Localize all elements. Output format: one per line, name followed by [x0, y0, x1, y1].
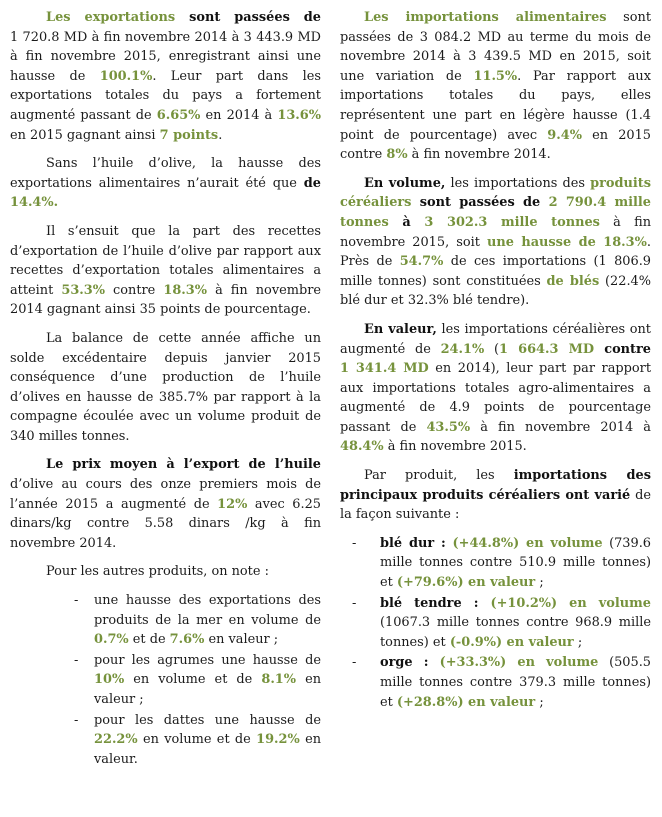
text-run: 48.4%	[340, 439, 384, 455]
text-run: . Près de	[340, 234, 651, 270]
text-run: de la façon suivante :	[340, 487, 651, 523]
text-run: à fin novembre 2014 à	[470, 419, 651, 435]
text-run: 54.7%	[399, 254, 444, 270]
left-column	[10, 8, 321, 770]
two-column-layout	[10, 8, 651, 770]
text-run: contre	[594, 341, 651, 357]
text-run: contre	[105, 282, 164, 298]
text-run: 10%	[94, 672, 125, 688]
text-run: les importations des	[445, 175, 591, 191]
text-run: 100.1%	[99, 68, 153, 84]
text-run: 2 790.4 mille tonnes	[340, 195, 652, 230]
text-run: en volume et de	[124, 672, 262, 688]
text-run: 19.2%	[256, 732, 300, 748]
paragraph-importations	[340, 8, 651, 165]
paragraph-sans-huile	[10, 154, 321, 213]
text-run: Par produit, les	[364, 468, 514, 484]
list-item	[340, 653, 651, 712]
text-run: de blés	[546, 273, 600, 289]
text-run: 11.5%	[473, 68, 518, 84]
text-run: Il s’ensuit que la part des recettes d’exportation de l’huile d’olive par rapport aux recettes d’exportation totales alimentaires a atteint	[10, 223, 321, 298]
text-run: avec 6.25 dinars/kg contre 5.58 dinars /kg à fin novembre 2014.	[10, 496, 321, 551]
right-column	[340, 8, 651, 770]
list-item-text	[94, 593, 321, 647]
text-run: une hausse de 18.3%	[486, 234, 647, 250]
text-run: (+44.8%) en volume	[452, 535, 603, 551]
list-item-text	[380, 655, 651, 709]
paragraph-prix-moyen	[10, 455, 321, 553]
text-run: pour les agrumes une hausse de	[94, 652, 321, 668]
text-run: les importations céréalières ont augmenté de	[340, 321, 651, 357]
text-run: en 2014 à	[200, 107, 278, 123]
text-run: d’olive au cours des onze premiers mois de l’année 2015 a augmenté de	[10, 477, 321, 512]
text-run: à	[388, 214, 425, 230]
paragraph-en-valeur	[340, 320, 651, 457]
text-run: (-0.9%) en valeur	[449, 634, 574, 650]
text-run: 3 302.3 mille tonnes	[424, 214, 600, 230]
paragraph-balance	[10, 329, 321, 447]
text-run: (+33.3%) en volume	[439, 655, 599, 671]
list-item	[10, 711, 321, 770]
text-run: en volume et de	[137, 732, 257, 748]
text-run: de	[303, 175, 321, 191]
text-run: 7.6%	[169, 632, 205, 648]
cereals-list	[340, 534, 651, 712]
text-run: 1 720.8 MD à fin novembre 2014 à 3 443.9 MD à fin novembre 2015, enregistrant ainsi une hausse de	[10, 29, 321, 84]
text-run: (22.4% blé dur et 32.3% blé tendre).	[340, 273, 652, 309]
text-run: une hausse des exportations des produits de la mer en volume de	[94, 593, 321, 628]
text-run: 43.5%	[426, 419, 471, 435]
text-run: blé dur :	[380, 535, 453, 551]
text-run: pour les dattes une hausse de	[94, 712, 321, 728]
text-run: 1 341.4 MD	[340, 361, 429, 377]
text-run: . Par rapport aux importations totales du pays, elles représentent une part en légère hausse (1.4 point de pourcentage) avec	[340, 68, 651, 143]
text-run: En valeur,	[364, 321, 437, 337]
text-run: en valeur ;	[204, 632, 279, 648]
text-run: ;	[573, 634, 583, 650]
text-run: 7 points	[159, 127, 219, 143]
text-run: 9.4%	[547, 127, 582, 143]
text-run: à fin novembre 2015.	[383, 439, 527, 455]
text-run: (505.5 mille tonnes contre 379.3 mille tonnes) et	[380, 655, 652, 710]
text-run: 12%	[217, 496, 248, 512]
text-run: à fin novembre 2014.	[407, 147, 551, 163]
text-run: (+10.2%) en volume	[490, 595, 651, 611]
text-run: blé tendre :	[380, 595, 491, 611]
dash-marker: -	[74, 652, 79, 668]
exports-list	[10, 591, 321, 769]
text-run: sont passées de 3 084.2 MD au terme du mois de novembre 2014 à 3 439.5 MD en 2015, soit une variation de	[340, 10, 651, 84]
text-run: en 2015 contre	[340, 127, 652, 163]
dash-marker: -	[352, 535, 357, 551]
paragraph-par-produit-intro	[340, 466, 651, 525]
text-run: et de	[128, 632, 170, 648]
text-run: . Leur part dans les exportations totales du pays a fortement augmenté passant de	[10, 68, 321, 123]
text-run: 53.3%	[61, 282, 105, 298]
list-item-text	[94, 713, 321, 767]
text-run: En volume,	[364, 175, 446, 191]
paragraph-part-recettes	[10, 222, 321, 320]
dash-marker: -	[74, 593, 79, 609]
paragraph-en-volume	[340, 174, 651, 311]
text-run: 1 664.3 MD	[499, 341, 595, 357]
list-item	[10, 651, 321, 710]
text-run: en 2015 gagnant ainsi	[10, 127, 160, 143]
dash-marker: -	[352, 595, 357, 611]
list-item-text	[380, 596, 651, 650]
text-run: à fin novembre 2015, soit	[340, 214, 651, 250]
text-run: Sans l’huile d’olive, la hausse des exportations alimentaires n’aurait été que	[10, 156, 321, 191]
text-run: Les exportations	[46, 10, 176, 25]
text-run: en valeur.	[94, 732, 321, 767]
text-run: de ces importations (1 806.9 mille tonnes) sont constituées	[340, 254, 651, 289]
text-run: (+28.8%) en valeur	[396, 694, 536, 710]
text-run: produits céréaliers	[340, 175, 651, 211]
text-run: 0.7%	[94, 632, 129, 648]
list-item	[10, 591, 321, 650]
text-run: orge :	[380, 655, 440, 671]
text-run: La balance de cette année affiche un solde excédentaire depuis janvier 2015 conséquence d’une production de l’huile d’olives en hausse de 385.7% par rapport à la compagne écoulée avec un volume produit de 340 milles tonnes.	[10, 330, 321, 444]
text-run: sont passées de	[411, 195, 549, 211]
text-run: 18.3%	[163, 282, 208, 298]
list-item	[340, 534, 651, 593]
text-run: (1067.3 mille tonnes contre 968.9 mille tonnes) et	[380, 615, 651, 650]
text-run: ;	[535, 694, 544, 710]
list-item-text	[380, 536, 651, 590]
text-run: 24.1%	[440, 341, 485, 357]
text-run: (	[484, 341, 500, 357]
text-run: Le prix moyen à l’export de l’huile	[46, 457, 321, 473]
paragraph-autres-produits-intro	[10, 562, 321, 582]
dash-marker: -	[74, 712, 79, 728]
text-run: Pour les autres produits, on note :	[46, 564, 269, 580]
text-run: 6.65%	[156, 107, 201, 123]
text-run: sont passées de	[175, 10, 322, 25]
text-run: en valeur ;	[94, 672, 322, 707]
list-item	[340, 594, 651, 653]
text-run: Les importations alimentaires	[364, 10, 607, 25]
text-run: (+79.6%) en valeur	[396, 575, 536, 591]
text-run: 8.1%	[261, 672, 297, 688]
text-run: (739.6 mille tonnes contre 510.9 mille tonnes) et	[380, 535, 651, 591]
text-run: 13.6%	[277, 107, 321, 123]
dash-marker: -	[352, 655, 357, 671]
text-run: importations des principaux produits céréaliers ont varié	[340, 468, 651, 503]
text-run: à fin novembre 2014 gagnant ainsi 35 points de pourcentage.	[10, 282, 321, 318]
text-run: en 2014), leur part par rapport aux importations totales agro-alimentaires a augmenté de 4.9 points de pourcentage passant de	[340, 361, 652, 435]
paragraph-exportations	[10, 8, 321, 145]
text-run: 22.2%	[94, 732, 138, 748]
list-item-text	[94, 653, 321, 707]
text-run: 14.4%.	[10, 195, 59, 211]
text-run: .	[218, 127, 223, 143]
text-run: 8%	[386, 147, 408, 163]
text-run: ;	[535, 575, 544, 591]
